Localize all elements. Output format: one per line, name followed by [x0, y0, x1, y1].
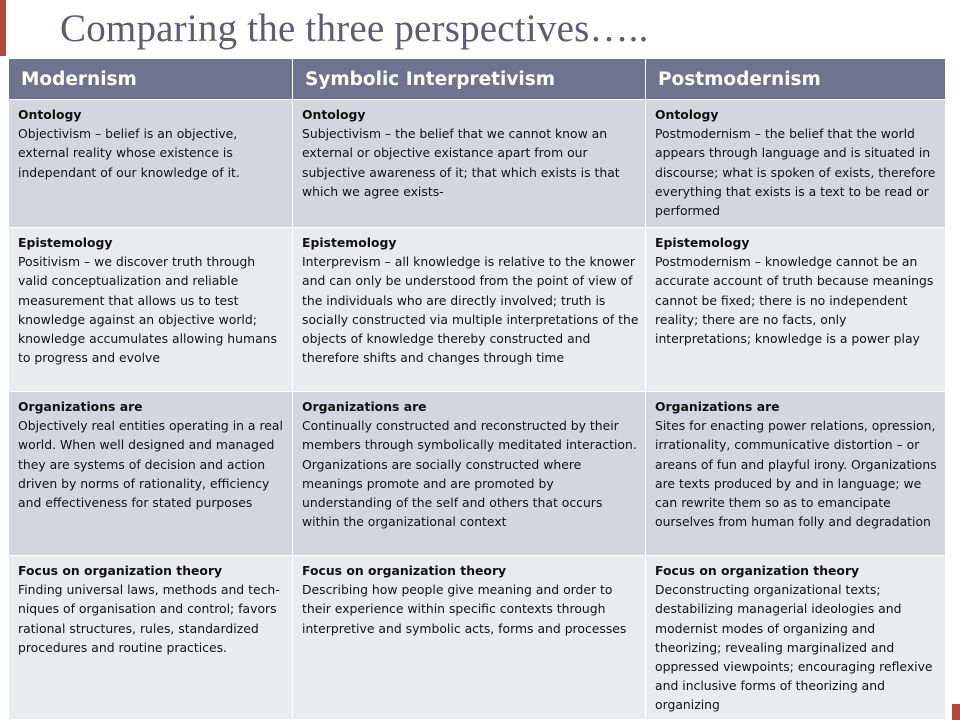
- table-row-focus-on-organization-theory: [9, 556, 946, 720]
- table-cell: [9, 556, 293, 720]
- cell-heading: Focus on organization theory: [18, 563, 223, 578]
- cell-heading: Ontology: [655, 107, 719, 122]
- table-row-epistemology: [9, 228, 946, 392]
- cell-text: Describing how people give meaning and order to their experience within specific contexts through interpretive and symbolic acts, forms and processes: [302, 582, 627, 636]
- cell-heading: Epistemology: [302, 235, 397, 250]
- corner-accent-bar: [0, 0, 6, 56]
- table-cell: [646, 392, 946, 556]
- table-cell: [646, 100, 946, 228]
- table-row-organizations-are: [9, 392, 946, 556]
- cell-heading: Epistemology: [655, 235, 750, 250]
- cell-text: Finding universal laws, methods and tech-niques of organisation and control; favors rational structures, rules, standardized procedures and routine practices.: [18, 582, 280, 655]
- cell-text: Subjectivism – the belief that we cannot know an external or objective existance apart from our subjective awareness of it; that which exists is that which we agree exists-: [302, 126, 620, 199]
- slide-title: Comparing the three perspectives…..: [60, 7, 649, 50]
- header-postmodernism: Postmodernism: [646, 59, 946, 100]
- table-cell: [293, 100, 646, 228]
- cell-text: Continually constructed and reconstructed by their members through symbolically meditated interaction. Organizations are socially constructed where meanings promote and are promoted by understanding of the self and others that occurs within the organizational context: [302, 418, 637, 530]
- table-cell: [9, 100, 293, 228]
- cell-text: Objectively real entities operating in a real world. When well designed and managed they are systems of decision and action driven by norms of rationality, efficiency and effectiveness for stated purposes: [18, 418, 283, 511]
- edge-accent-mark: [952, 704, 960, 720]
- cell-heading: Organizations are: [302, 399, 427, 414]
- cell-heading: Ontology: [18, 107, 82, 122]
- cell-text: Deconstructing organizational texts; destabilizing managerial ideologies and modernist modes of organizing and theorizing; revealing marginalized and oppressed viewpoints; encouraging reflexive and inclusive forms of theorizing and organizing: [655, 582, 933, 713]
- table-cell: [646, 228, 946, 392]
- table-row-ontology: [9, 100, 946, 228]
- cell-text: Postmodernism – the belief that the world appears through language and is situated in discourse; what is spoken of exists, therefore everything that exists is a text to be read or performed: [655, 126, 936, 219]
- table-cell: [293, 392, 646, 556]
- table-header-row: [9, 59, 946, 100]
- cell-heading: Organizations are: [18, 399, 143, 414]
- cell-text: Objectivism – belief is an objective, external reality whose existence is independant of our knowledge of it.: [18, 126, 240, 180]
- cell-heading: Focus on organization theory: [655, 563, 860, 578]
- cell-heading: Epistemology: [18, 235, 113, 250]
- header-symbolic-interpretivism: Symbolic Interpretivism: [293, 59, 646, 100]
- table-cell: [9, 228, 293, 392]
- cell-heading: Organizations are: [655, 399, 780, 414]
- cell-text: Positivism – we discover truth through valid conceptualization and reliable measurement that allows us to test knowledge against an objective world; knowledge accumulates allowing humans to progress and evolve: [18, 254, 277, 366]
- table-cell: [293, 228, 646, 392]
- table-cell: [9, 392, 293, 556]
- cell-heading: Focus on organization theory: [302, 563, 507, 578]
- cell-text: Sites for enacting power relations, opression, irrationality, communicative distortion – or areans of fun and playful irony. Organizations are texts produced by and in language; we can rewrite them so as to emancipate ourselves from human folly and degradation: [655, 418, 937, 530]
- table-cell: [293, 556, 646, 720]
- comparison-table: [8, 58, 946, 720]
- cell-heading: Ontology: [302, 107, 366, 122]
- cell-text: Interprevism – all knowledge is relative to the knower and can only be understood from the point of view of the individuals who are directly involved; truth is socially constructed via multiple interpretations of the objects of knowledge thereby constructed and therefore shifts and changes through time: [302, 254, 639, 366]
- cell-text: Postmodernism – knowledge cannot be an accurate account of truth because meanings cannot be fixed; there is no independent reality; there are no facts, only interpretations; knowledge is a power play: [655, 254, 934, 347]
- header-modernism: Modernism: [9, 59, 293, 100]
- table-cell: [646, 556, 946, 720]
